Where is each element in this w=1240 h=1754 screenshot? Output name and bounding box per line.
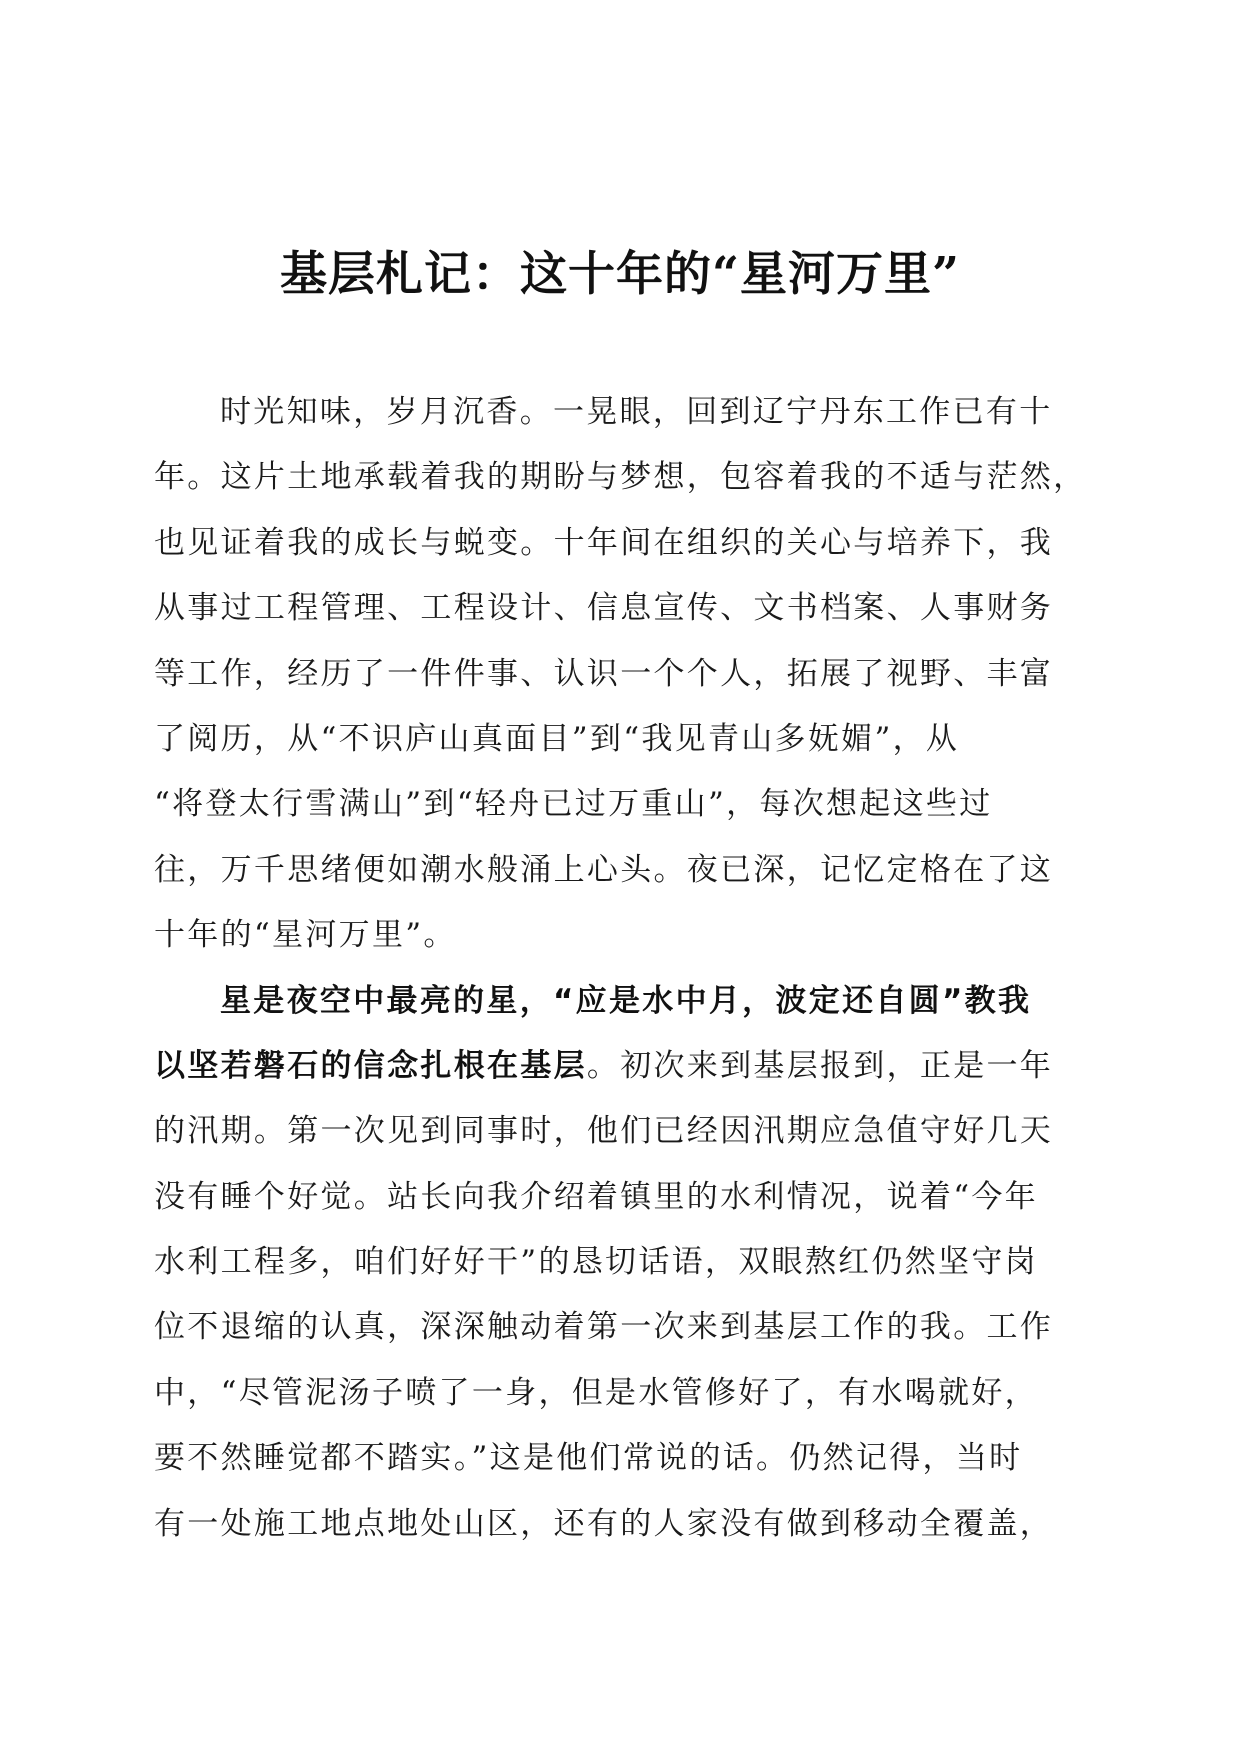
text-segment: 了阅历，从“不识庐山真面目”到“我见青山多妩媚”，从: [154, 720, 960, 757]
text-segment: 从事过工程管理、工程设计、信息宣传、文书档案、人事财务: [154, 590, 1054, 627]
paragraph-1-line: [154, 380, 1054, 445]
paragraph-2-line: [154, 1361, 1054, 1426]
paragraph-2-line: [154, 1165, 1054, 1230]
text-segment: 等工作，经历了一件件事、认识一个个人，拓展了视野、丰富: [154, 655, 1054, 692]
paragraph-2-line: [154, 969, 1054, 1034]
text-segment: 中，“尽管泥汤子喷了一身，但是水管修好了，有水喝就好，: [154, 1374, 1038, 1411]
bold-text-segment: 星是夜空中最亮的星，“应是水中月，波定还自圆”教我: [220, 982, 1032, 1019]
paragraph-1-line: [154, 642, 1054, 707]
text-segment: 要不然睡觉都不踏实。”这是他们常说的话。仍然记得，当时: [154, 1440, 1023, 1477]
text-segment: 的汛期。第一次见到同事时，他们已经因汛期应急值守好几天: [154, 1113, 1054, 1150]
paragraph-2-line: [154, 1295, 1054, 1360]
paragraph-2-line: [154, 1034, 1054, 1099]
document-body: [154, 380, 1087, 1557]
document-title: 基层札记：这十年的“星河万里”: [279, 247, 961, 302]
text-segment: 有一处施工地点地处山区，还有的人家没有做到移动全覆盖，: [154, 1505, 1054, 1542]
paragraph-1-line: [154, 838, 1054, 903]
text-segment: 。初次来到基层报到，正是一年: [586, 1047, 1054, 1084]
text-segment: 也见证着我的成长与蜕变。十年间在组织的关心与培养下，我: [154, 524, 1054, 561]
paragraph-2-line: [154, 1230, 1054, 1295]
paragraph-2-line: [154, 1426, 1054, 1491]
bold-text-segment: 以坚若磐石的信念扎根在基层: [154, 1047, 587, 1084]
paragraph-2-line: [154, 1492, 1054, 1557]
paragraph-1-line: [154, 445, 1087, 510]
paragraph-1-line: [154, 903, 1054, 968]
paragraph-1-line: [154, 707, 1054, 772]
text-segment: 位不退缩的认真，深深触动着第一次来到基层工作的我。工作: [154, 1309, 1054, 1346]
text-segment: 十年的“星河万里”。: [154, 917, 457, 954]
text-segment: 没有睡个好觉。站长向我介绍着镇里的水利情况，说着“今年: [154, 1178, 1038, 1215]
paragraph-2-line: [154, 1099, 1054, 1164]
paragraph-1-line: [154, 772, 1054, 837]
paragraph-1-line: [154, 511, 1054, 576]
text-segment: 时光知味，岁月沉香。一晃眼，回到辽宁丹东工作已有十: [220, 394, 1053, 430]
text-segment: 年。这片土地承载着我的期盼与梦想，包容着我的不适与茫然，: [154, 459, 1087, 496]
paragraph-1-line: [154, 576, 1054, 641]
text-segment: 水利工程多，咱们好好干”的恳切话语，双眼熬红仍然坚守岗: [154, 1244, 1038, 1281]
text-segment: 往，万千思绪便如潮水般涌上心头。夜已深，记忆定格在了这: [154, 851, 1054, 888]
text-segment: “将登太行雪满山”到“轻舟已过万重山”，每次想起这些过: [154, 786, 993, 823]
